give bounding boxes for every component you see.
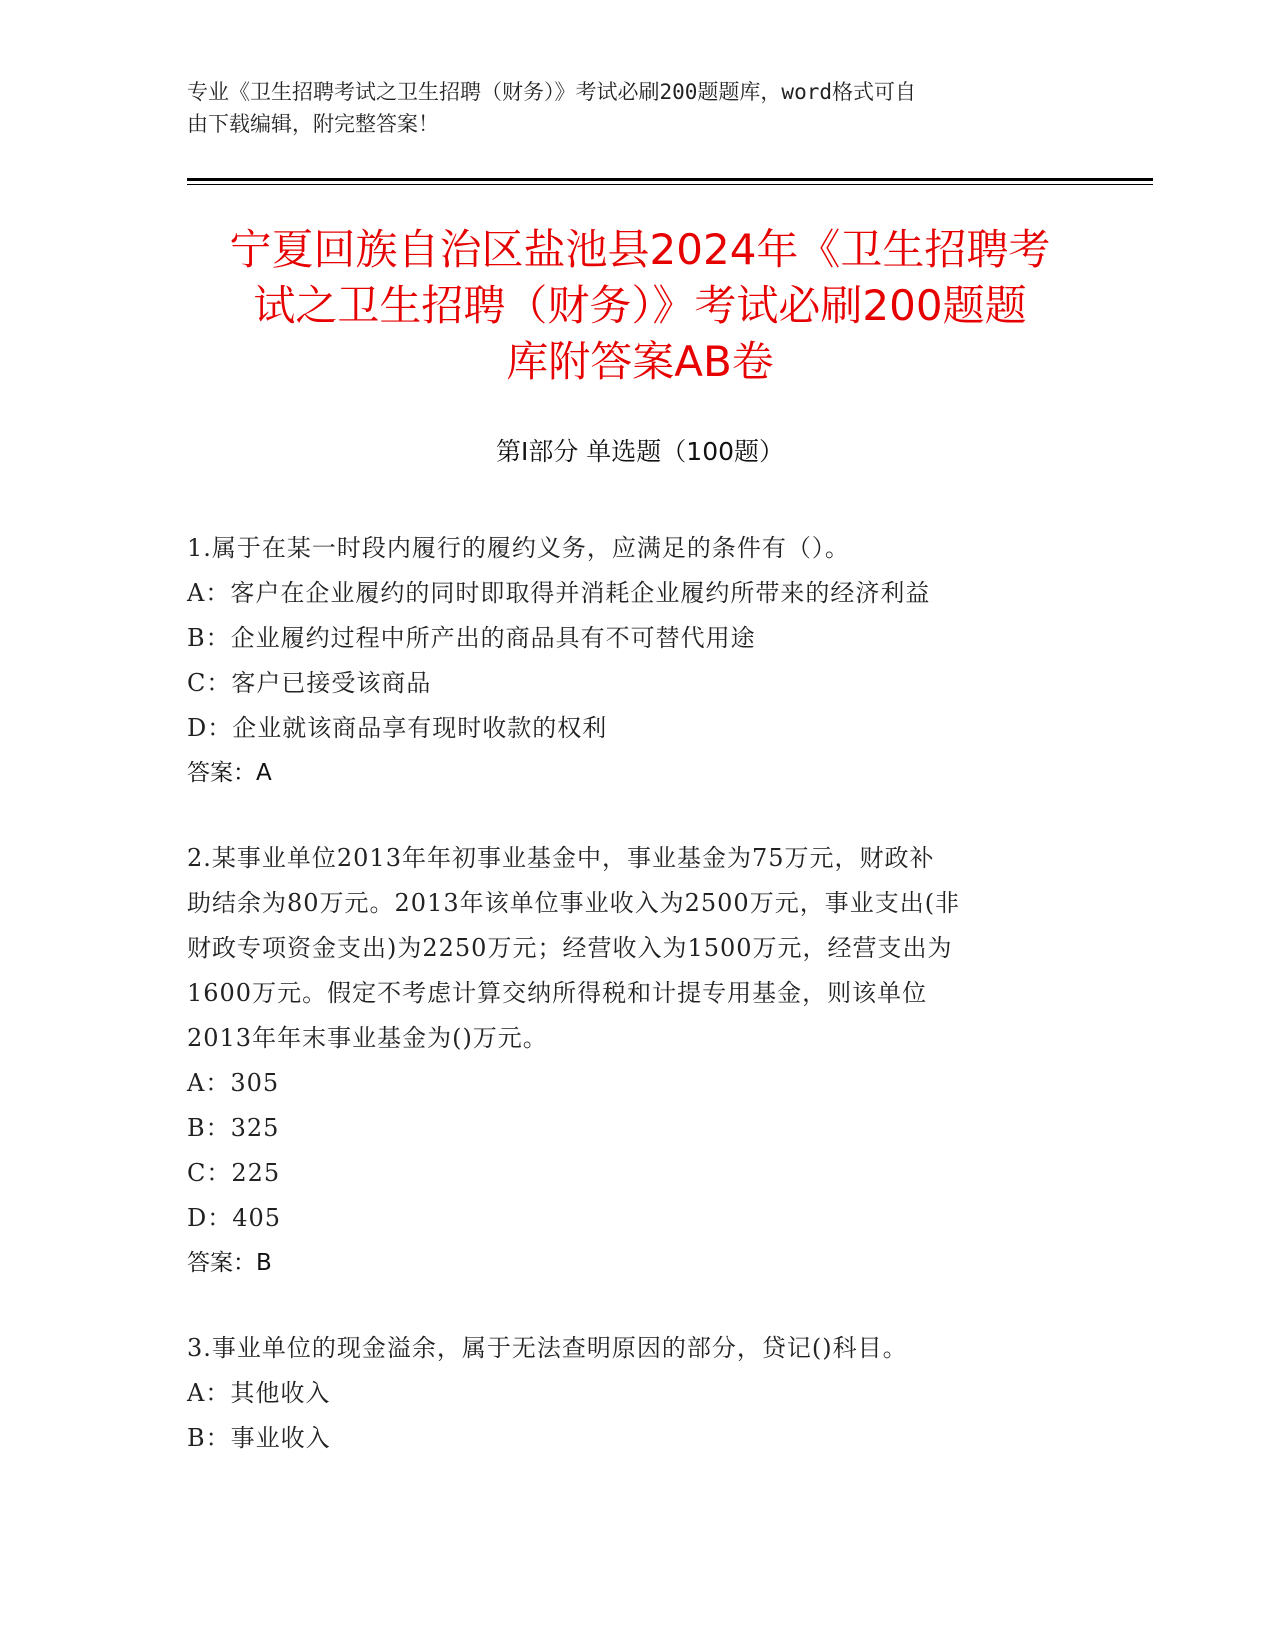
question-text: 1600万元。假定不考虑计算交纳所得税和计提专用基金，则该单位 bbox=[187, 979, 928, 1007]
question-text: 财政专项资金支出)为2250万元；经营收入为1500万元，经营支出为 bbox=[187, 934, 953, 962]
option-d: D：企业就该商品享有现时收款的权利 bbox=[187, 714, 608, 742]
answer-text: 答案：B bbox=[187, 1250, 272, 1276]
header-divider-thick bbox=[187, 178, 1153, 181]
header-note-line: 专业《卫生招聘考试之卫生招聘（财务）》考试必刷200题题库，word格式可自 bbox=[187, 80, 916, 104]
question-1 bbox=[187, 526, 1087, 796]
option-a: A：305 bbox=[187, 1069, 280, 1097]
option-c: C：225 bbox=[187, 1159, 281, 1187]
header-divider-thin bbox=[187, 184, 1153, 185]
title-line: 库附答案AB卷 bbox=[506, 337, 774, 386]
question-list bbox=[187, 526, 1087, 1501]
option-c: C：客户已接受该商品 bbox=[187, 669, 432, 697]
answer-text: 答案：A bbox=[187, 760, 272, 786]
section-title: 第Ⅰ部分 单选题（100题） bbox=[495, 437, 785, 466]
question-text: 2.某事业单位2013年年初事业基金中，事业基金为75万元，财政补 bbox=[187, 844, 935, 872]
question-text: 1.属于在某一时段内履行的履约义务，应满足的条件有（）。 bbox=[187, 534, 850, 562]
header-note bbox=[187, 76, 1067, 140]
title-line: 试之卫生招聘（财务）》考试必刷200题题 bbox=[253, 281, 1027, 330]
document-title bbox=[180, 222, 1100, 390]
question-2 bbox=[187, 836, 1087, 1286]
question-text: 3.事业单位的现金溢余，属于无法查明原因的部分，贷记()科目。 bbox=[187, 1334, 908, 1362]
option-a: A：客户在企业履约的同时即取得并消耗企业履约所带来的经济利益 bbox=[187, 579, 931, 607]
option-b: B：事业收入 bbox=[187, 1424, 331, 1452]
option-b: B：企业履约过程中所产出的商品具有不可替代用途 bbox=[187, 624, 756, 652]
question-text: 助结余为80万元。2013年该单位事业收入为2500万元，事业支出(非 bbox=[187, 889, 961, 917]
question-text: 2013年年末事业基金为()万元。 bbox=[187, 1024, 548, 1052]
question-3 bbox=[187, 1326, 1087, 1461]
header-note-line: 由下载编辑，附完整答案！ bbox=[187, 112, 439, 136]
option-d: D：405 bbox=[187, 1204, 282, 1232]
title-line: 宁夏回族自治区盐池县2024年《卫生招聘考 bbox=[229, 225, 1051, 274]
option-b: B：325 bbox=[187, 1114, 280, 1142]
option-a: A：其他收入 bbox=[187, 1379, 331, 1407]
